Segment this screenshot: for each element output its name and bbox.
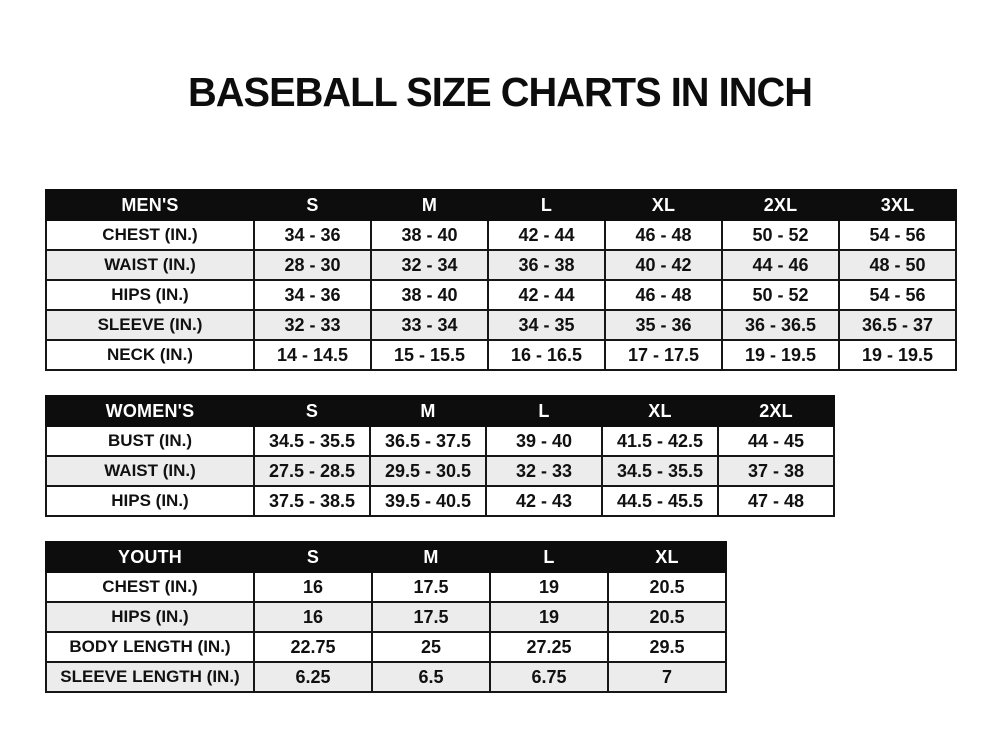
measurement-value-cell: 41.5 - 42.5 — [602, 426, 718, 456]
measurement-value-cell: 28 - 30 — [254, 250, 371, 280]
measurement-value-cell: 34 - 36 — [254, 220, 371, 250]
measurement-label-cell: HIPS (IN.) — [46, 280, 254, 310]
measurement-value-cell: 19 - 19.5 — [722, 340, 839, 370]
measurement-value-cell: 54 - 56 — [839, 280, 956, 310]
table-row — [46, 456, 834, 486]
measurement-value-cell: 34 - 35 — [488, 310, 605, 340]
measurement-value-cell: 36 - 38 — [488, 250, 605, 280]
measurement-value-cell: 6.25 — [254, 662, 372, 692]
table-row — [46, 310, 956, 340]
measurement-value-cell: 38 - 40 — [371, 280, 488, 310]
womens-size-table — [45, 395, 835, 517]
measurement-value-cell: 19 — [490, 602, 608, 632]
measurement-value-cell: 20.5 — [608, 572, 726, 602]
size-column-header: 2XL — [722, 190, 839, 220]
measurement-value-cell: 29.5 — [608, 632, 726, 662]
measurement-value-cell: 36 - 36.5 — [722, 310, 839, 340]
group-header-cell: MEN'S — [46, 190, 254, 220]
header-row — [46, 396, 834, 426]
measurement-value-cell: 38 - 40 — [371, 220, 488, 250]
measurement-value-cell: 16 — [254, 602, 372, 632]
measurement-label-cell: HIPS (IN.) — [46, 486, 254, 516]
measurement-value-cell: 37 - 38 — [718, 456, 834, 486]
measurement-value-cell: 54 - 56 — [839, 220, 956, 250]
size-column-header: L — [488, 190, 605, 220]
size-column-header: XL — [605, 190, 722, 220]
group-header-cell: WOMEN'S — [46, 396, 254, 426]
size-chart-tables — [45, 189, 1000, 693]
measurement-value-cell: 15 - 15.5 — [371, 340, 488, 370]
size-column-header: M — [371, 190, 488, 220]
measurement-value-cell: 22.75 — [254, 632, 372, 662]
measurement-value-cell: 34.5 - 35.5 — [602, 456, 718, 486]
measurement-value-cell: 37.5 - 38.5 — [254, 486, 370, 516]
size-column-header: XL — [602, 396, 718, 426]
measurement-label-cell: CHEST (IN.) — [46, 572, 254, 602]
header-row — [46, 542, 726, 572]
measurement-value-cell: 47 - 48 — [718, 486, 834, 516]
measurement-label-cell: WAIST (IN.) — [46, 250, 254, 280]
measurement-label-cell: SLEEVE (IN.) — [46, 310, 254, 340]
measurement-value-cell: 46 - 48 — [605, 280, 722, 310]
size-column-header: 2XL — [718, 396, 834, 426]
measurement-label-cell: BUST (IN.) — [46, 426, 254, 456]
measurement-value-cell: 32 - 34 — [371, 250, 488, 280]
measurement-value-cell: 33 - 34 — [371, 310, 488, 340]
measurement-value-cell: 46 - 48 — [605, 220, 722, 250]
table-row — [46, 250, 956, 280]
size-column-header: S — [254, 542, 372, 572]
measurement-value-cell: 36.5 - 37 — [839, 310, 956, 340]
measurement-label-cell: NECK (IN.) — [46, 340, 254, 370]
measurement-value-cell: 42 - 44 — [488, 280, 605, 310]
measurement-value-cell: 39 - 40 — [486, 426, 602, 456]
size-column-header: L — [486, 396, 602, 426]
size-column-header: M — [370, 396, 486, 426]
measurement-value-cell: 50 - 52 — [722, 280, 839, 310]
measurement-value-cell: 42 - 44 — [488, 220, 605, 250]
measurement-value-cell: 32 - 33 — [486, 456, 602, 486]
measurement-value-cell: 6.5 — [372, 662, 490, 692]
measurement-value-cell: 39.5 - 40.5 — [370, 486, 486, 516]
measurement-value-cell: 44 - 45 — [718, 426, 834, 456]
measurement-value-cell: 29.5 - 30.5 — [370, 456, 486, 486]
measurement-value-cell: 35 - 36 — [605, 310, 722, 340]
table-row — [46, 662, 726, 692]
header-row — [46, 190, 956, 220]
measurement-value-cell: 17 - 17.5 — [605, 340, 722, 370]
measurement-value-cell: 44.5 - 45.5 — [602, 486, 718, 516]
measurement-value-cell: 14 - 14.5 — [254, 340, 371, 370]
size-column-header: 3XL — [839, 190, 956, 220]
measurement-value-cell: 19 — [490, 572, 608, 602]
table-row — [46, 340, 956, 370]
table-row — [46, 632, 726, 662]
mens-size-table — [45, 189, 957, 371]
measurement-label-cell: HIPS (IN.) — [46, 602, 254, 632]
measurement-value-cell: 40 - 42 — [605, 250, 722, 280]
measurement-value-cell: 50 - 52 — [722, 220, 839, 250]
measurement-value-cell: 48 - 50 — [839, 250, 956, 280]
measurement-value-cell: 17.5 — [372, 572, 490, 602]
size-column-header: L — [490, 542, 608, 572]
measurement-label-cell: CHEST (IN.) — [46, 220, 254, 250]
size-column-header: S — [254, 396, 370, 426]
measurement-value-cell: 42 - 43 — [486, 486, 602, 516]
measurement-value-cell: 16 — [254, 572, 372, 602]
measurement-value-cell: 7 — [608, 662, 726, 692]
measurement-value-cell: 6.75 — [490, 662, 608, 692]
youth-size-table — [45, 541, 727, 693]
measurement-value-cell: 27.5 - 28.5 — [254, 456, 370, 486]
table-row — [46, 486, 834, 516]
measurement-value-cell: 20.5 — [608, 602, 726, 632]
measurement-value-cell: 16 - 16.5 — [488, 340, 605, 370]
measurement-value-cell: 25 — [372, 632, 490, 662]
table-row — [46, 572, 726, 602]
measurement-value-cell: 17.5 — [372, 602, 490, 632]
size-column-header: M — [372, 542, 490, 572]
measurement-value-cell: 34 - 36 — [254, 280, 371, 310]
measurement-label-cell: BODY LENGTH (IN.) — [46, 632, 254, 662]
measurement-value-cell: 19 - 19.5 — [839, 340, 956, 370]
measurement-value-cell: 32 - 33 — [254, 310, 371, 340]
measurement-label-cell: SLEEVE LENGTH (IN.) — [46, 662, 254, 692]
group-header-cell: YOUTH — [46, 542, 254, 572]
table-row — [46, 602, 726, 632]
table-row — [46, 426, 834, 456]
measurement-value-cell: 36.5 - 37.5 — [370, 426, 486, 456]
measurement-label-cell: WAIST (IN.) — [46, 456, 254, 486]
measurement-value-cell: 44 - 46 — [722, 250, 839, 280]
size-column-header: XL — [608, 542, 726, 572]
size-column-header: S — [254, 190, 371, 220]
page-title: BASEBALL SIZE CHARTS IN INCH — [188, 69, 812, 115]
table-row — [46, 220, 956, 250]
measurement-value-cell: 27.25 — [490, 632, 608, 662]
table-row — [46, 280, 956, 310]
measurement-value-cell: 34.5 - 35.5 — [254, 426, 370, 456]
